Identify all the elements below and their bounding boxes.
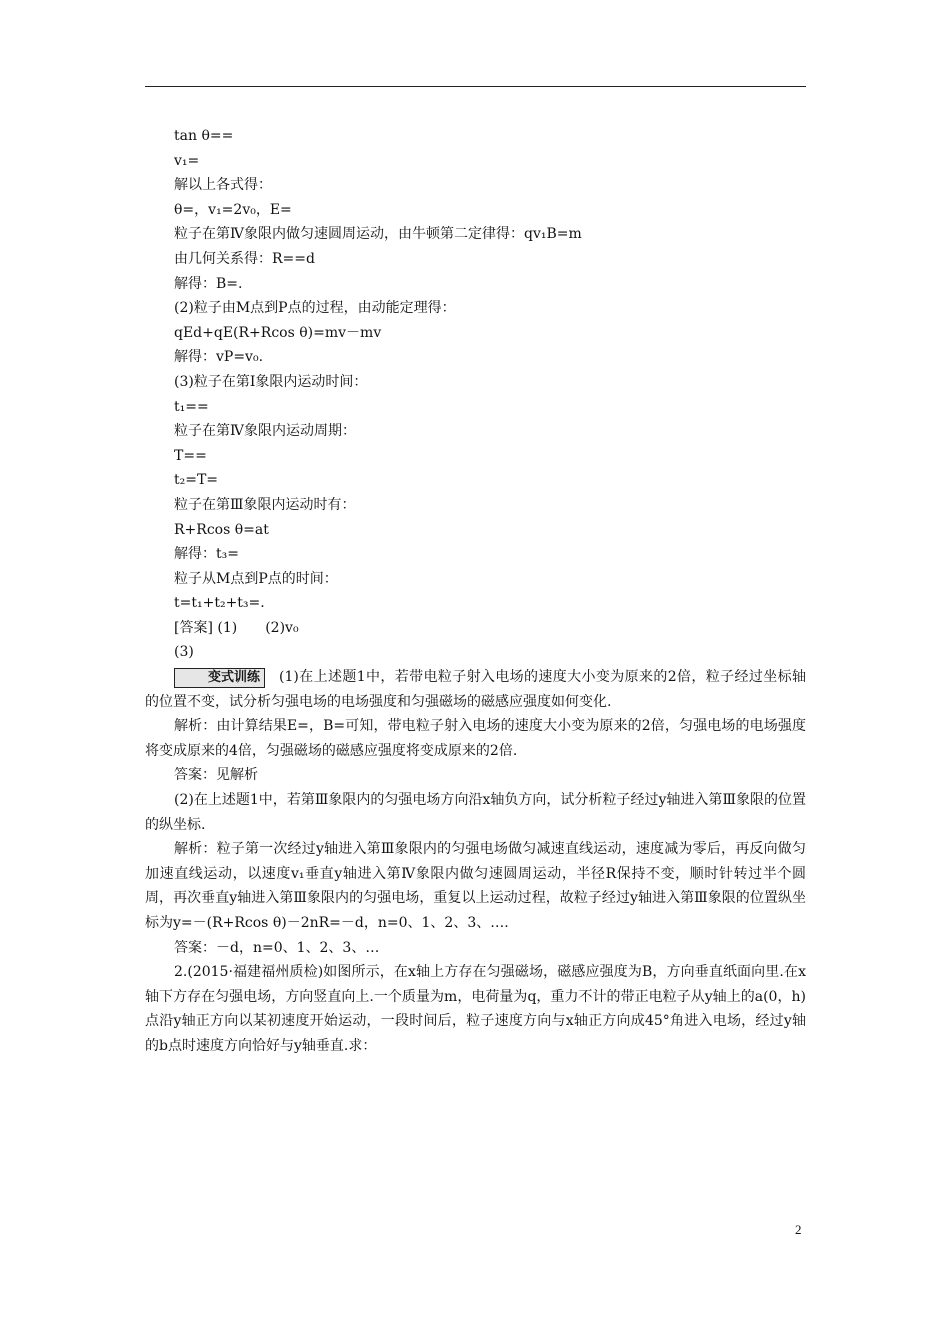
variant-question-1 <box>145 665 806 714</box>
solution-line-20: t=t₁+t₂+t₃=. <box>174 595 265 612</box>
solution-line-18: 解得：t₃= <box>174 546 239 563</box>
variant-question-1-text: (1)在上述题1中，若带电粒子射入电场的速度大小变为原来的2倍，粒子经过坐标轴的位置不变，试分析匀强电场的电场强度和匀强磁场的磁感应强度如何变化. <box>145 669 806 710</box>
solution-line-14: T== <box>174 447 207 464</box>
variant-answer-1: 答案：见解析 <box>174 767 258 784</box>
answer-line-3: (3) <box>174 644 194 661</box>
page-number: 2 <box>795 1222 802 1237</box>
variant-analysis-2: 解析：粒子第一次经过y轴进入第Ⅲ象限内的匀强电场做匀减速直线运动，速度减为零后，再反向做匀加速直线运动，以速度v₁垂直y轴进入第Ⅳ象限内做匀速圆周运动，半径R保持不变，顺时针转过半个圆周，再次垂直y轴进入第Ⅲ象限内的匀强电场，重复以上运动过程，故粒子经过y轴进入第Ⅲ象限的位置纵坐标为y=－(R+Rcos θ)－2nR=－d，n=0、1、2、3、…. <box>145 841 806 931</box>
solution-line-10: 解得：vP=v₀. <box>174 349 264 366</box>
solution-line-3: 解以上各式得： <box>174 177 272 194</box>
page-content <box>145 124 806 1059</box>
variant-question-2: (2)在上述题1中，若第Ⅲ象限内的匀强电场方向沿x轴负方向，试分析粒子经过y轴进入第Ⅲ象限的位置的纵坐标. <box>145 792 806 833</box>
solution-line-15: t₂=T= <box>174 472 219 489</box>
solution-line-2: v₁= <box>174 152 200 169</box>
solution-line-17: R+Rcos θ=at <box>174 521 269 538</box>
variant-badge: 变式训练 <box>174 668 265 688</box>
answer-line: [答案] (1) (2)v₀ <box>174 619 299 636</box>
solution-line-8: (2)粒子由M点到P点的过程，由动能定理得： <box>174 300 456 317</box>
variant-answer-2: 答案：－d，n=0、1、2、3、… <box>174 939 380 956</box>
solution-line-4: θ=，v₁=2v₀，E= <box>174 201 292 218</box>
problem-2: 2.(2015·福建福州质检)如图所示，在x轴上方存在匀强磁场，磁感应强度为B，方向垂直纸面向里.在x轴下方存在匀强电场，方向竖直向上.一个质量为m，电荷量为q，重力不计的带正电粒子从y轴上的a(0，h)点沿y轴正方向以某初速度开始运动，一段时间后，粒子速度方向与x轴正方向成45°角进入电场，经过y轴的b点时速度方向恰好与y轴垂直.求： <box>145 964 806 1054</box>
solution-line-5: 粒子在第Ⅳ象限内做匀速圆周运动，由牛顿第二定律得：qv₁B=m <box>174 226 582 243</box>
header-rule <box>145 86 806 87</box>
solution-line-11: (3)粒子在第Ⅰ象限内运动时间： <box>174 373 368 390</box>
variant-analysis-1: 解析：由计算结果E=，B=可知，带电粒子射入电场的速度大小变为原来的2倍，匀强电场的电场强度将变成原来的4倍，匀强磁场的磁感应强度将变成原来的2倍. <box>145 718 806 759</box>
solution-line-6: 由几何关系得：R==d <box>174 250 315 267</box>
solution-line-1: tan θ== <box>174 128 234 144</box>
solution-line-9: qEd+qE(R+Rcos θ)=mv－mv <box>174 324 382 341</box>
solution-line-12: t₁== <box>174 398 209 415</box>
solution-line-13: 粒子在第Ⅳ象限内运动周期： <box>174 423 356 440</box>
solution-line-16: 粒子在第Ⅲ象限内运动时有： <box>174 496 356 513</box>
solution-line-7: 解得：B=. <box>174 275 243 292</box>
solution-line-19: 粒子从M点到P点的时间： <box>174 570 338 587</box>
